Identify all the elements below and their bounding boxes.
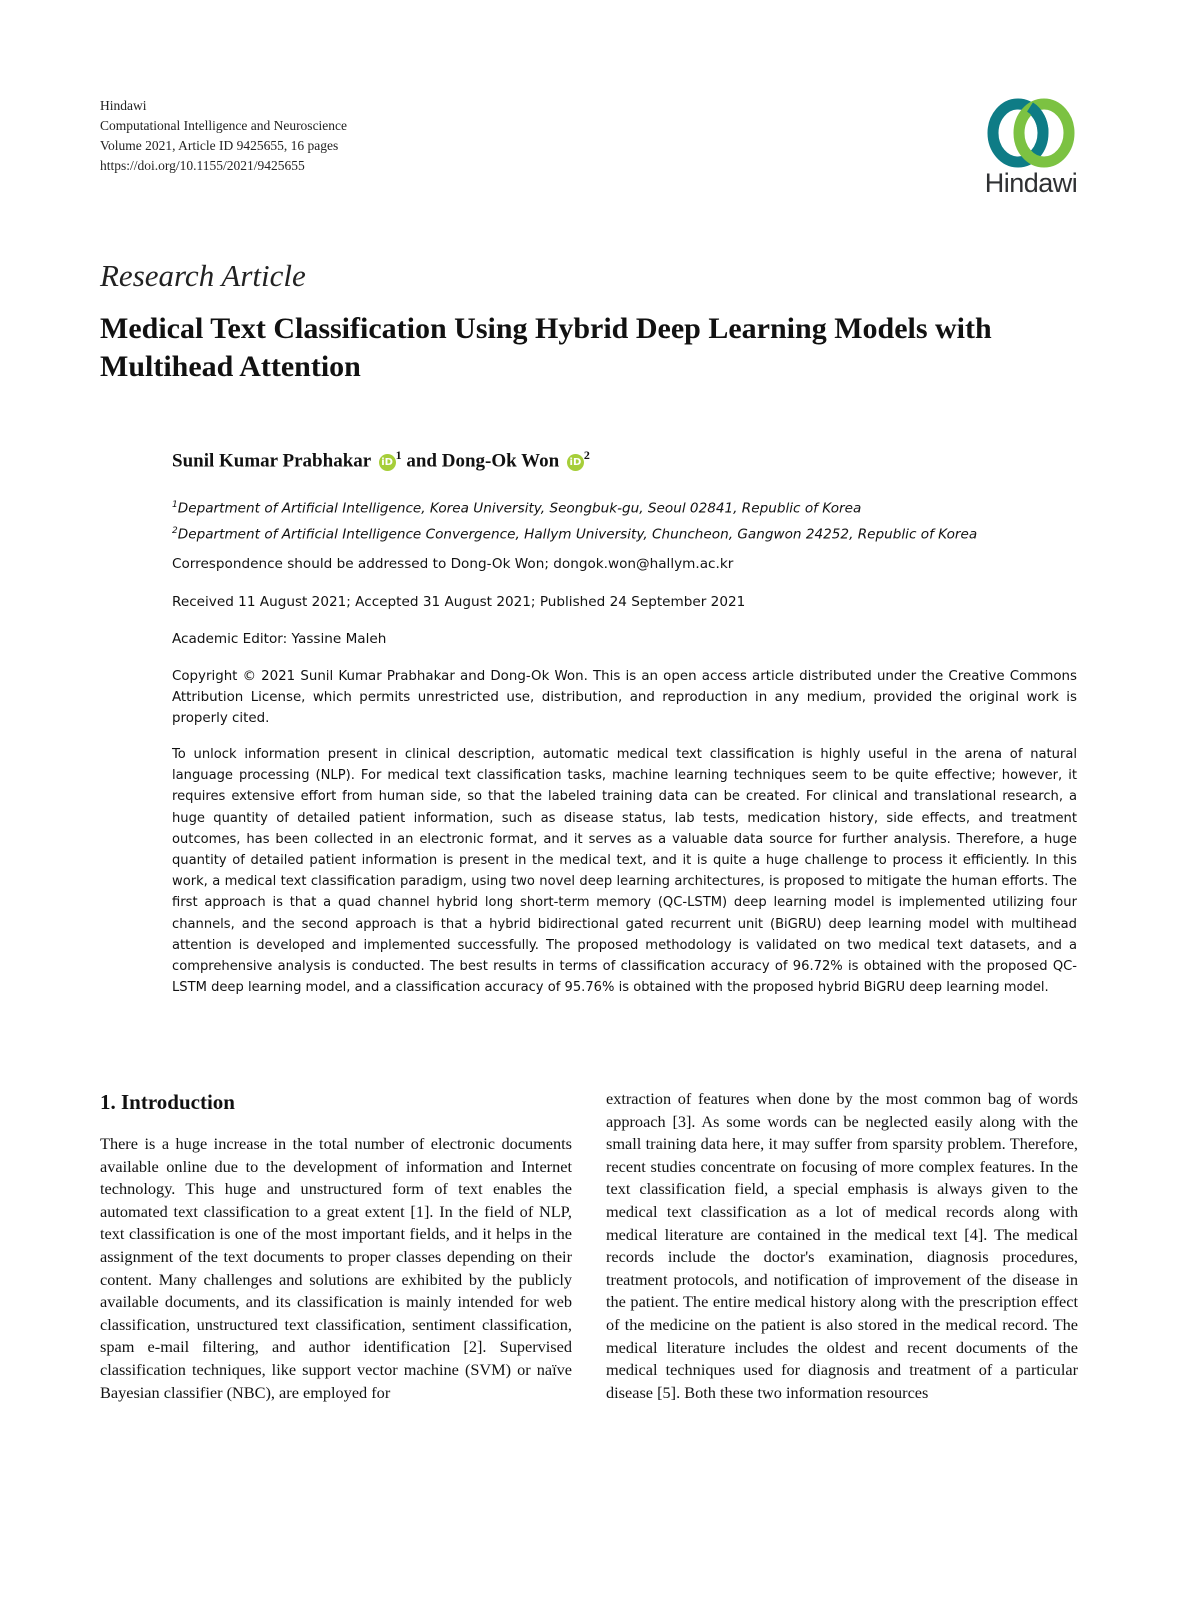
affiliation-line: $^1$Department of Artificial Intelligence, Korea University, Seongbuk-gu, Seoul 02841, Republic of Korea: [172, 500, 862, 517]
body-column-right: extraction of features when done by the most common bag of words approach [3]. As some words can be neglected easily along with the small training data here, it may suffer from sparsity problem. Therefore, recent studies concentrate on focusing of more complex features. In the text classification field, a special emphasis is always given to the medical text classification as a lot of medical records along with medical literature are contained in the medical text [4]. The medical records include the doctor's examination, diagnosis procedures, treatment protocols, and notification of improvement of the disease in the patient. The entire medical history along with the prescription effect of the medicine on the patient is also stored in the medical record. The medical literature includes the oldest and recent documents of the medical techniques used for diagnosis and treatment of a particular disease [5]. Both these two information resources: [606, 1089, 1078, 1402]
academic-editor: Academic Editor: Yassine Maleh: [172, 631, 387, 647]
doi-link[interactable]: https://doi.org/10.1155/2021/9425655: [100, 158, 305, 173]
correspondence: Correspondence should be addressed to Dong-Ok Won; dongok.won@hallym.ac.kr: [172, 556, 734, 572]
section-heading: 1. Introduction: [100, 1090, 235, 1114]
journal-metadata: [100, 96, 347, 176]
orcid-icon[interactable]: iD: [567, 454, 584, 471]
logo-wordmark: Hindawi: [984, 168, 1078, 198]
publication-dates: Received 11 August 2021; Accepted 31 August 2021; Published 24 September 2021: [172, 594, 746, 610]
paper-title: Medical Text Classification Using Hybrid Deep Learning Models with Multihead Attention: [100, 312, 992, 383]
article-type: Research Article: [100, 258, 306, 293]
author-affiliation-mark: 1: [395, 448, 402, 462]
author-name: Sunil Kumar Prabhakar: [172, 450, 371, 472]
author-list: [172, 448, 590, 472]
hindawi-rings-icon: [972, 96, 1090, 172]
orcid-icon[interactable]: iD: [379, 454, 396, 471]
volume-info: Volume 2021, Article ID 9425655, 16 pages: [100, 138, 339, 153]
abstract: To unlock information present in clinical description, automatic medical text classification is highly useful in the arena of natural language processing (NLP). For medical text classification tasks, machine learning techniques seem to be quite effective; however, it requires extensive effort from human side, so that the labeled training data can be created. For clinical and translational research, a huge quantity of detailed patient information, such as disease status, lab tests, medication history, side effects, and treatment outcomes, has been collected in an electronic format, and it serves as a valuable data source for further analysis. Therefore, a huge quantity of detailed patient information is present in the medical text, and it is quite a huge challenge to process it efficiently. In this work, a medical text classification paradigm, using two novel deep learning architectures, is proposed to mitigate the human efforts. The first approach is that a quad channel hybrid long short-term memory (QC-LSTM) deep learning model is implemented utilizing four channels, and the second approach is that a hybrid bidirectional gated recurrent unit (BiGRU) deep learning model with multihead attention is developed and implemented successfully. The proposed methodology is validated on two medical text datasets, and a comprehensive analysis is conducted. The best results in terms of classification accuracy of 96.72% is obtained with the proposed QC-LSTM deep learning model, and a classification accuracy of 95.76% is obtained with the proposed hybrid BiGRU deep learning model.: [172, 747, 1077, 996]
affiliations: [172, 494, 977, 545]
author-joiner: and: [406, 450, 437, 472]
hindawi-logo: [972, 96, 1090, 204]
copyright-notice: Copyright © 2021 Sunil Kumar Prabhakar and Dong-Ok Won. This is an open access article distributed under the Creative Commons Attribution License, which permits unrestricted use, distribution, and reproduction in any medium, provided the original work is properly cited.: [172, 669, 1077, 726]
publisher-name: Hindawi: [100, 98, 147, 113]
journal-name: Computational Intelligence and Neuroscience: [100, 118, 348, 133]
author-name: Dong-Ok Won: [441, 450, 560, 472]
body-column-left: There is a huge increase in the total number of electronic documents available online due to the development of information and Internet technology. This huge and unstructured form of text enables the automated text classification to a great extent [1]. In the field of NLP, text classification is one of the most important fields, and it helps in the assignment of the text documents to proper classes depending on their content. Many challenges and solutions are exhibited by the publicly available documents, and its classification is mainly intended for web classification, unstructured text classification, sentiment classification, spam e-mail filtering, and author identification [2]. Supervised classification techniques, like support vector machine (SVM) or naïve Bayesian classifier (NBC), are employed for: [100, 1134, 572, 1402]
affiliation-line: $^2$Department of Artificial Intelligence Convergence, Hallym University, Chuncheon, Gangwon 24252, Republic of Korea: [172, 525, 978, 543]
author-affiliation-mark: 2: [583, 448, 590, 462]
